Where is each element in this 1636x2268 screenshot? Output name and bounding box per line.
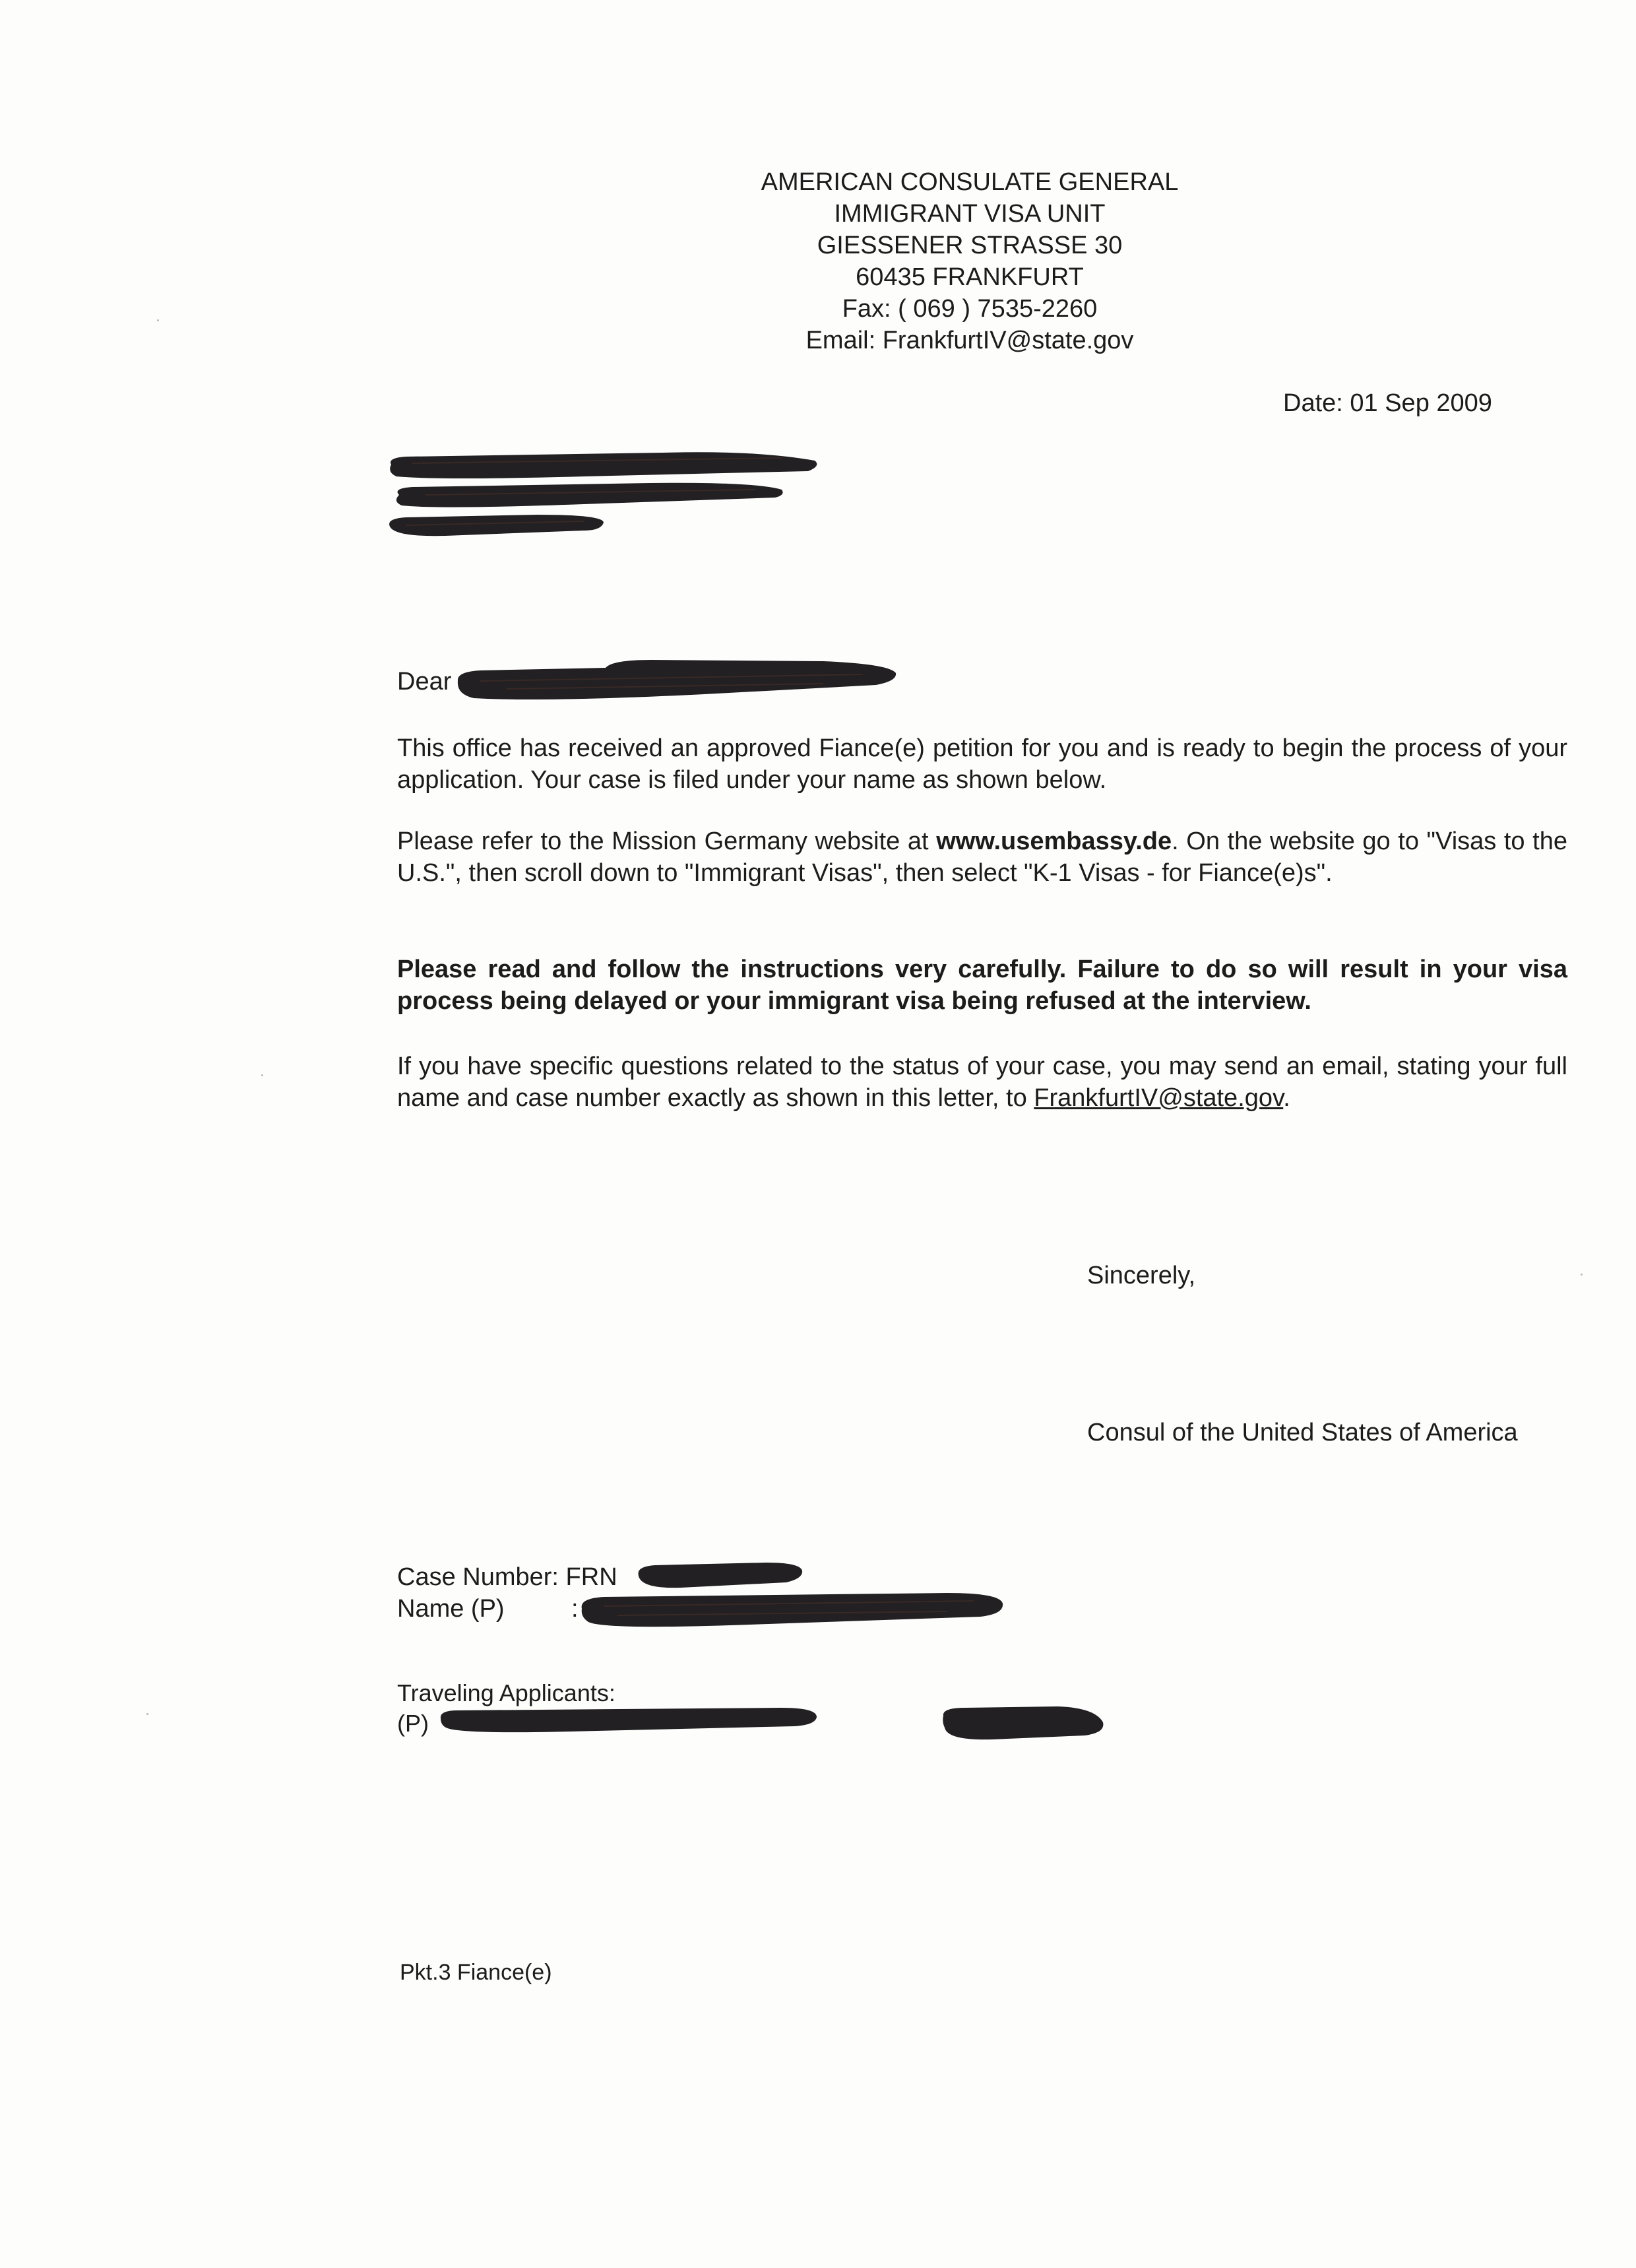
letterhead-street: GIESSENER STRASSE 30 [817, 232, 1123, 259]
website-text-lead: Please refer to the Mission Germany website at [397, 827, 937, 855]
contact-text-lead: If you have specific questions related to the status of your case, you may send an email, stating your full name and case number exactly as shown in this letter, to [397, 1053, 1567, 1112]
letterhead-email: Email: FrankfurtIV@state.gov [805, 327, 1134, 354]
paragraph-petition-approved [397, 732, 1567, 796]
paragraph-petition-text: This office has received an approved Fiance(e) petition for you and is ready to begin the process of your application. Your case is filed under your name as shown below. [397, 734, 1567, 794]
signature-title: Consul of the United States of America [1087, 1419, 1518, 1446]
traveling-applicants-label: Traveling Applicants: [397, 1679, 615, 1706]
redacted-recipient-name [454, 659, 900, 709]
redacted-case-number [635, 1559, 806, 1593]
scan-speck [157, 319, 159, 321]
letterhead-org: AMERICAN CONSULATE GENERAL [761, 168, 1179, 196]
name-label: Name (P) [397, 1595, 505, 1623]
scan-speck [1581, 1274, 1583, 1276]
letterhead-unit: IMMIGRANT VISA UNIT [834, 200, 1106, 228]
letterhead [686, 166, 1253, 356]
footer-packet-reference: Pkt.3 Fiance(e) [400, 1960, 552, 1985]
warning-text: Please read and follow the instructions very carefully. Failure to do so will result in your visa process being delayed or your immigrant visa being refused at the interview. [397, 956, 1567, 1015]
scan-speck [146, 1713, 148, 1715]
contact-text-tail: . [1283, 1084, 1290, 1112]
letterhead-city: 60435 FRANKFURT [856, 263, 1084, 291]
contact-email-link[interactable]: FrankfurtIV@state.gov [1034, 1084, 1284, 1112]
closing-sincerely: Sincerely, [1087, 1262, 1196, 1289]
redacted-traveling-applicant [438, 1705, 821, 1737]
letter-date: Date: 01 Sep 2009 [1283, 389, 1492, 417]
case-number-label: Case Number: FRN [397, 1563, 617, 1591]
redacted-applicant-name [578, 1589, 1007, 1633]
paragraph-website-instructions [397, 826, 1567, 889]
redacted-address-block [386, 449, 821, 548]
salutation: Dear [397, 668, 452, 696]
paragraph-warning [397, 954, 1567, 1017]
name-separator: : [571, 1595, 579, 1623]
website-text-tail: . On the website go to "Visas to the U.S.", then scroll down to "Immigrant Visas", then select "K-1 Visas - for Fiance(e)s". [397, 827, 1567, 887]
letterhead-fax: Fax: ( 069 ) 7535-2260 [842, 295, 1098, 323]
paragraph-contact [397, 1051, 1567, 1114]
website-link[interactable]: www.usembassy.de [936, 827, 1172, 855]
scan-speck [261, 1074, 263, 1076]
redacted-traveling-applicant-dob [939, 1704, 1108, 1745]
traveling-applicant-p: (P) [397, 1710, 429, 1737]
